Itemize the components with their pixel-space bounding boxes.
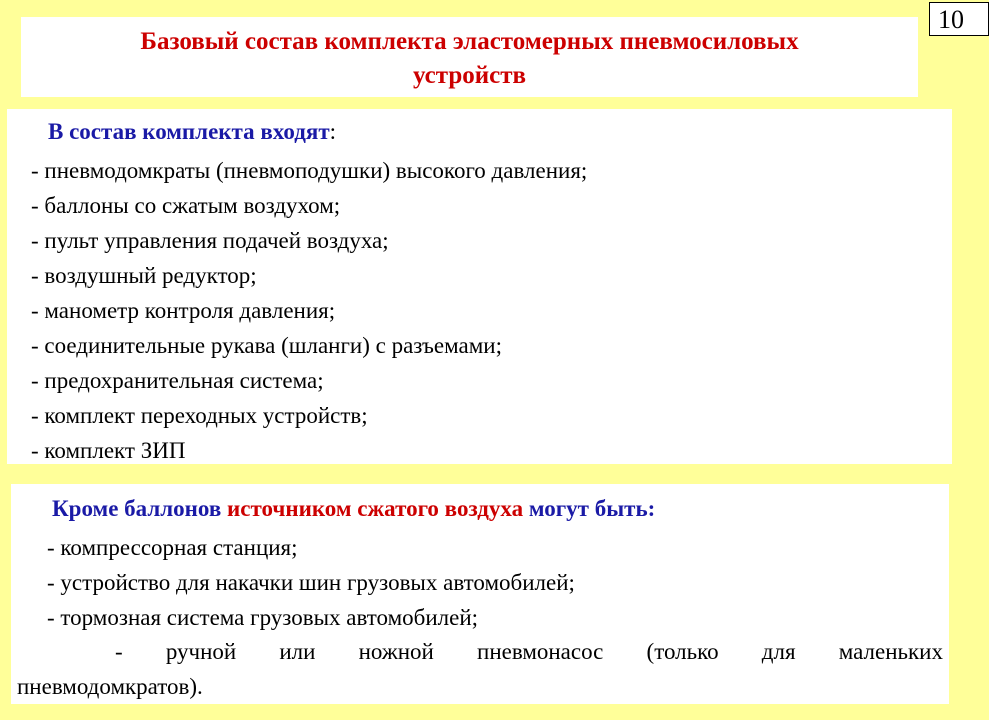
list-item: - компрессорная станция; — [47, 535, 298, 560]
list-item: - соединительные рукава (шланги) с разъемами; — [31, 333, 502, 358]
title-box — [21, 17, 918, 97]
list-item: - устройство для накачки шин грузовых автомобилей; — [47, 570, 575, 595]
composition-box — [7, 109, 952, 464]
air-sources-list — [47, 530, 575, 635]
slide-title — [21, 25, 918, 93]
list-item: - комплект переходных устройств; — [31, 403, 368, 428]
list-item: - пульт управления подачей воздуха; — [31, 228, 389, 253]
title-line-2: устройств — [412, 62, 527, 89]
air-sources-heading-part1: Кроме баллонов — [52, 496, 228, 521]
air-sources-box — [11, 484, 949, 704]
composition-heading-bold: В состав комплекта входят — [48, 119, 330, 144]
composition-heading-colon: : — [329, 119, 337, 144]
title-line-1: Базовый состав комплекта эластомерных пневмосиловых — [140, 28, 799, 55]
air-sources-heading-highlight: источником сжатого воздуха — [227, 496, 524, 521]
list-item: - предохранительная система; — [31, 368, 324, 393]
air-sources-heading — [52, 494, 655, 524]
air-sources-last-item — [17, 634, 943, 704]
last-item-line-2: пневмодомкратов). — [17, 674, 203, 699]
last-item-line-1: - ручной или ножной пневмонасос (только для маленьких — [115, 639, 943, 664]
list-item: - баллоны со сжатым воздухом; — [31, 193, 341, 218]
air-sources-heading-part3: могут быть: — [523, 496, 656, 521]
composition-list — [31, 153, 587, 468]
list-item: - тормозная система грузовых автомобилей; — [47, 605, 479, 630]
list-item: - воздушный редуктор; — [31, 263, 257, 288]
composition-heading — [48, 117, 336, 147]
slide-number: 10 — [929, 2, 989, 36]
list-item: - пневмодомкраты (пневмоподушки) высокого давления; — [31, 158, 588, 183]
list-item: - комплект ЗИП — [31, 438, 186, 463]
list-item: - манометр контроля давления; — [31, 298, 336, 323]
